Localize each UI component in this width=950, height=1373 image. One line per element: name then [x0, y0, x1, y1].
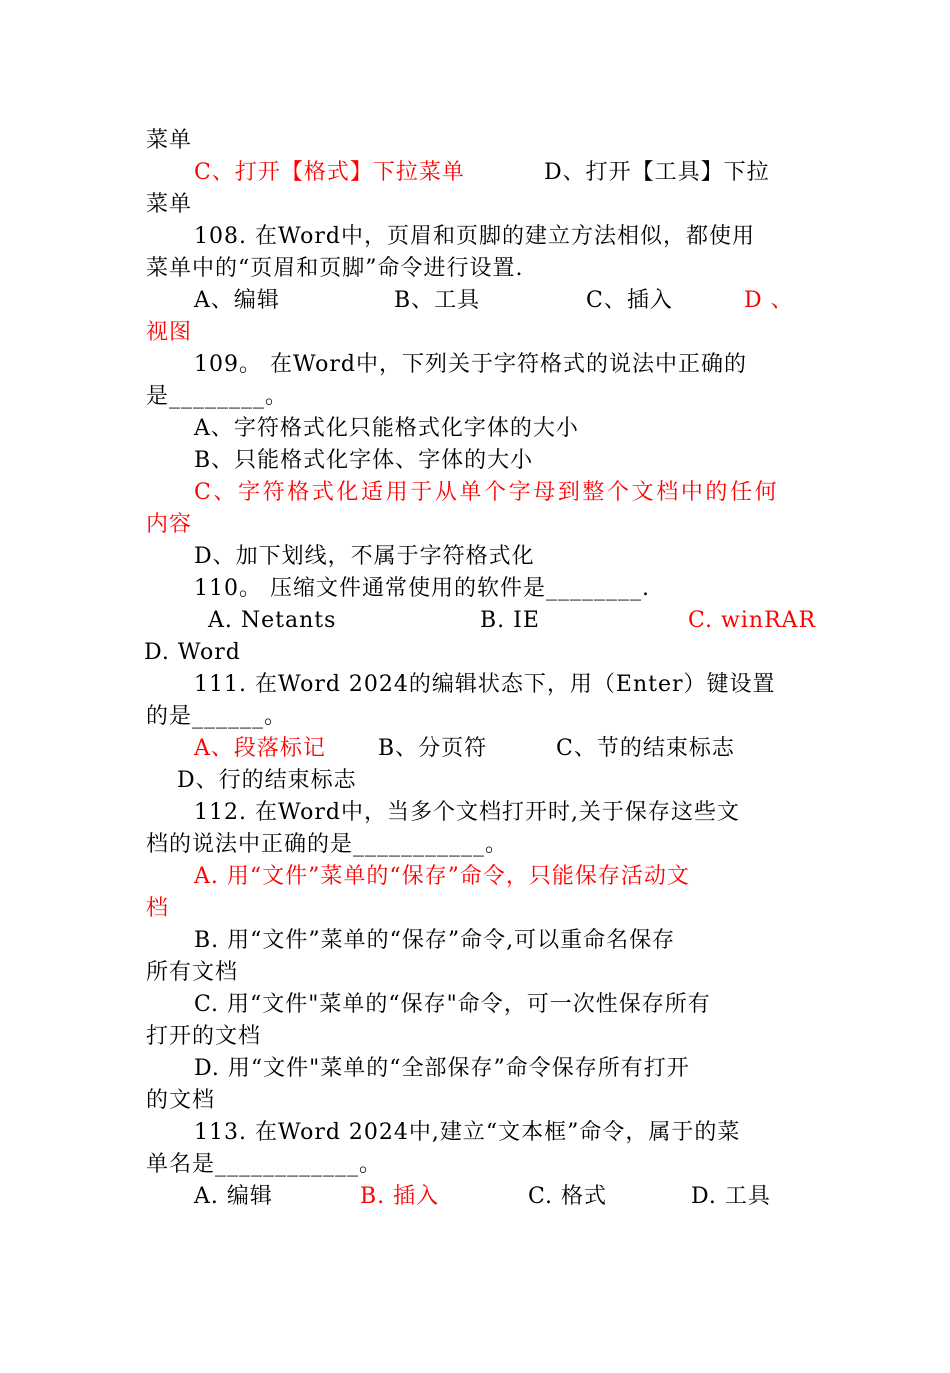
q107-options-line [194, 157, 804, 189]
q108-stem-line1: 108. 在Word中，页眉和页脚的建立方法相似，都使用 [194, 224, 755, 249]
q112-option-d-cont: 的文档 [146, 1088, 216, 1113]
q108-option-a: A、编辑 [194, 288, 280, 313]
q113-option-a: A. 编辑 [194, 1184, 273, 1209]
q112-option-b: B. 用“文件”菜单的“保存”命令,可以重命名保存 [194, 928, 676, 953]
q107-option-d: D、打开【工具】下拉 [544, 160, 770, 185]
q112-stem-line1: 112. 在Word中，当多个文档打开时,关于保存这些文 [194, 800, 740, 825]
q109-option-c-cont-answer: 内容 [146, 512, 193, 537]
q108-option-c: C、插入 [586, 288, 673, 313]
q113-option-b-answer: B. 插入 [360, 1184, 440, 1209]
q111-option-a-answer: A、段落标记 [194, 736, 326, 761]
q113-stem-line1: 113. 在Word 2024中,建立“文本框”命令，属于的菜 [194, 1120, 741, 1145]
q108-option-d-answer: D 、 [744, 288, 794, 313]
q110-option-d: D. Word [144, 640, 241, 665]
q112-option-c-cont: 打开的文档 [146, 1024, 262, 1049]
q109-option-b: B、只能格式化字体、字体的大小 [194, 448, 534, 473]
q111-option-b: B、分页符 [378, 736, 488, 761]
q112-option-c: C. 用“文件"菜单的“保存"命令，可一次性保存所有 [194, 992, 711, 1017]
q113-options-line [194, 1181, 794, 1213]
q110-stem: 110。 压缩文件通常使用的软件是________. [194, 576, 650, 601]
q109-stem-line1: 109。 在Word中，下列关于字符格式的说法中正确的 [194, 352, 747, 377]
q113-option-d: D. 工具 [691, 1184, 771, 1209]
q108-option-d-cont-answer: 视图 [146, 320, 193, 345]
q110-option-a: A. Netants [208, 608, 337, 633]
q111-options-line [194, 733, 794, 765]
q109-option-a: A、字符格式化只能格式化字体的大小 [194, 416, 579, 441]
q112-stem-line2: 档的说法中正确的是___________。 [146, 832, 509, 857]
q110-option-c-answer: C. winRAR [688, 608, 817, 633]
q111-stem-line1: 111. 在Word 2024的编辑状态下，用（Enter）键设置 [194, 672, 776, 697]
q107-option-d-cont: 菜单 [146, 192, 193, 217]
q108-options-line [194, 285, 804, 317]
q109-option-d: D、加下划线，不属于字符格式化 [194, 544, 535, 569]
q110-options-line [208, 605, 817, 637]
q110-option-b: B. IE [480, 608, 540, 633]
q112-option-d: D. 用“文件"菜单的“全部保存”命令保存所有打开 [194, 1056, 690, 1081]
q108-option-b: B、工具 [394, 288, 481, 313]
text-line: 菜单 [146, 128, 193, 153]
q109-stem-line2: 是________。 [146, 384, 289, 409]
q109-option-c-answer: C、字符格式化适用于从单个字母到整个文档中的任何 [194, 480, 780, 505]
q107-option-c-answer: C、打开【格式】下拉菜单 [194, 160, 465, 185]
q111-option-c: C、节的结束标志 [556, 736, 735, 761]
q112-option-b-cont: 所有文档 [146, 960, 239, 985]
q112-option-a-answer: A. 用“文件”菜单的“保存”命令，只能保存活动文 [194, 864, 690, 889]
q112-option-a-cont-answer: 档 [146, 896, 170, 921]
q113-stem-line2: 单名是____________。 [146, 1152, 383, 1177]
q113-option-c: C. 格式 [528, 1184, 608, 1209]
q111-option-d: D、行的结束标志 [177, 768, 357, 793]
q111-stem-line2: 的是______。 [146, 704, 288, 729]
q108-stem-line2: 菜单中的“页眉和页脚”命令进行设置. [146, 256, 524, 281]
